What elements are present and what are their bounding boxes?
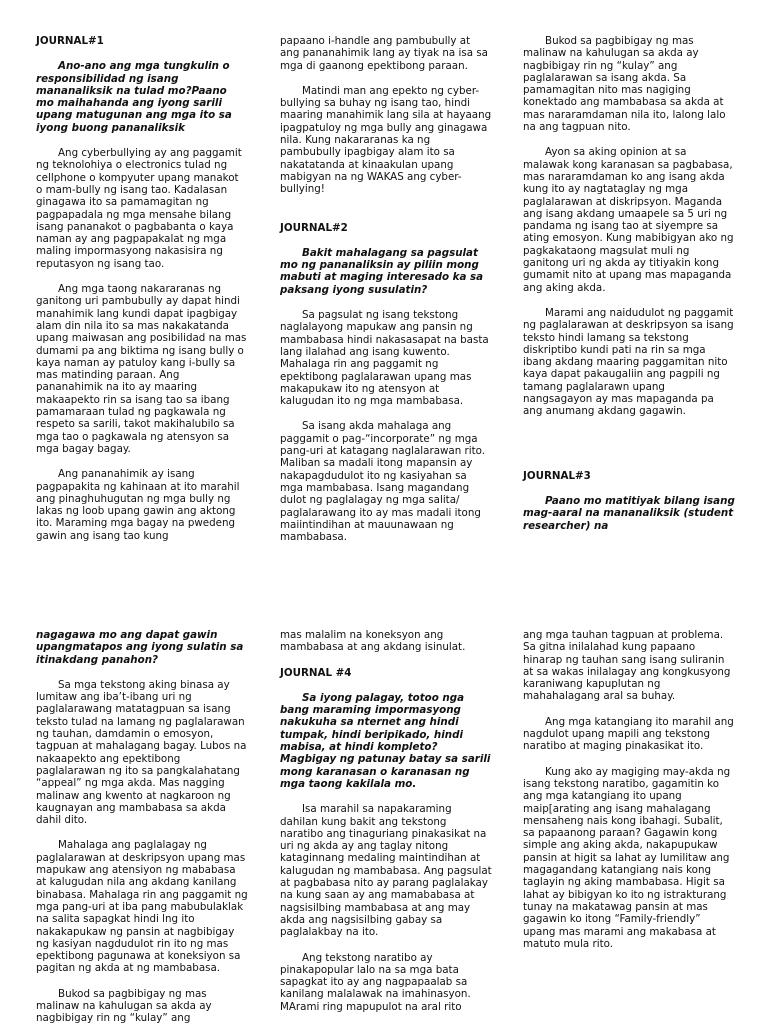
journal-3-question-continued: nagagawa mo ang dapat gawin upangmatapos ang iyong sulatin sa itinakdang panahon? bbox=[36, 629, 244, 666]
journal-1-heading: JOURNAL#1 bbox=[36, 35, 104, 47]
paragraph: Sa pagsulat ng isang tekstong naglalayong mapukaw ang pansin ng mambabasa hindi nakasasapat na basta lang ilalahad ang isang kuwento. Mahalaga rin ang paggamit ng epektibong paglalarawan upang mas makapukaw ito ng atensyon at kalugudan ito ng mga mambabasa. bbox=[280, 309, 489, 408]
paragraph: Ang tekstong naratibo ay pinakapopular lalo na sa mga bata sapagkat ito ay ang nagpapaalab sa kanilang malalawak na imahinasyon. MArami ring mapupulot na aral rito bbox=[280, 951, 471, 1013]
journal-1-question: Ano-ano ang mga tungkulin o responsibilidad ng isang mananaliksik na tulad mo?Paano mo maihahanda ang iyong sarili upang matugunan ang mga ito sa iyong buong pananaliksik bbox=[36, 60, 232, 134]
paragraph: Isa marahil sa napakaraming dahilan kung bakit ang tekstong naratibo ang tinaguriang pinakasikat na uri ng akda ay ang taglay nitong kataginnang medaling maintindihan at kalugudan ng mambabasa. Ang pagsulat at pagbabasa nito ay parang paglalakay na kung saan ay ang mamababasa at nagsisilbing mambabasa at ang may akda ang nagsisilbing gabay sa paglalakbay na ito. bbox=[280, 803, 492, 939]
page2-column-3 bbox=[523, 629, 735, 950]
page1-column-2 bbox=[280, 35, 492, 543]
journal-3-heading: JOURNAL#3 bbox=[523, 469, 591, 482]
paragraph: Ang cyberbullying ay ang paggamit ng teknolohiya o electronics tulad ng cellphone o kompyuter upang manakot o mam-bully ng isang tao. Kadalasan ginagawa ito sa pamamagitan ng pagpapadala ng mga mensahe bilang isang pananakot o pagbabanta o kaya naman ay ang pagpapakalat ng mga maling impormasyong nakasisira ng reputasyon ng isang tao. bbox=[36, 147, 242, 270]
page2-column-1 bbox=[36, 629, 248, 1025]
paragraph: Ayon sa aking opinion at sa malawak kong karanasan sa pagbabasa, mas nararamdaman ko ang isang akda kung ito ay nagtataglay ng mga paglalarawan at diskripsyon. Maganda ang isang akdang umaapele sa 5 uri ng pandama ng isang tao at siyempre sa ating emosyon. Kung mabibigyan ako ng pagkakataong magsulat muli ng ganitong uri ng akda ay titiyakin kong gumamit nito at upang mas mapaganda ang aking akda. bbox=[523, 146, 734, 294]
paragraph: mas malalim na koneksyon ang mambabasa at ang akdang isinulat. bbox=[280, 629, 466, 654]
journal-4-heading: JOURNAL #4 bbox=[280, 666, 352, 679]
paragraph: Sa isang akda mahalaga ang paggamit o pag-“incorporate” ng mga pang-uri at katagang naglalarawan rito. Maliban sa madali itong mapansin ay nakapagdudulot ito ng kasiyahan sa mga mambabasa. Isang magandang dulot ng paglalagay ng mga salita/ paglalarawang ito ay mas madali itong maiintindihan at mauunawaan ng mambabasa. bbox=[280, 420, 486, 544]
page2-column-2 bbox=[280, 629, 492, 1013]
paragraph: Ang pananahimik ay isang pagpapakita ng kahinaan at ito marahil ang pinaghuhugutan ng mga bully ng lakas ng loob upang gawin ang aktong ito. Maraming mga bagay na pwedeng gawin ang isang tao kung bbox=[36, 468, 240, 542]
paragraph: Ang mga katangiang ito marahil ang nagdulot upang mapili ang tekstong naratibo at maging pinakasikat ito. bbox=[523, 715, 734, 753]
paragraph: Mahalaga ang paglalagay ng paglalarawan at deskripsyon upang mas mapukaw ang atensiyon ng mababasa at kalugudan nila ang akdang kanilang binabasa. Mahalaga rin ang paggamit ng mga pang-uri at iba pang mabubulaklak na salita sapagkat hindi lng ito nakakapukaw ng pansin at nagbibigay ng kasiyan nagdudulot rin ito ng mas epektibong pagunawa at koneksiyon sa pagitan ng akda at ng mambabasa. bbox=[36, 839, 248, 975]
page1-column-3 bbox=[523, 35, 735, 532]
journal-3-question: Paano mo matitiyak bilang isang mag-aaral na mananaliksik (student researcher) na bbox=[523, 494, 735, 532]
journal-4-question: Sa iyong palagay, totoo nga bang maraming impormasyong nakukuha sa nternet ang hindi tumpak, hindi beripikado, hindi mabisa, at hindi kompleto? Magbigay ng patunay batay sa sarili mong karanasan o karanasan ng mga taong kakilala mo. bbox=[280, 691, 491, 790]
paragraph: Kung ako ay magiging may-akda ng isang tekstong naratibo, gagamitin ko ang mga katangiang ito upang maip[arating ang isang mahalagang mensaheng nais kong ibahagi. Subalit, sa papaanong paraan? Gagawin kong simple ang aking akda, nakapupukaw pansin at higit sa lahat ay lumilitaw ang magagandang katangiang nais kong taglayin ng aking mambabasa. Higit sa lahat ay bibigyan ko ito ng istrakturang tunay na makatawag pansin at mas gagawin ko itong “Family-friendly” upang mas marami ang makabasa at matuto mula rito. bbox=[523, 765, 731, 950]
paragraph: Bukod sa pagbibigay ng mas malinaw na kahulugan sa akda ay nagbibigay rin ng “kulay” ang paglalarawan sa isang akda. Sa pamamagitan nito mas nagiging konektado ang mambabasa sa akda at mas nararamdaman nila ito, lalong lalo na ang tagpuan nito. bbox=[523, 35, 726, 134]
paragraph: ang mga tauhan tagpuan at problema. Sa gitna inilalahad kung papaano hinarap ng tauhan sang isang suliranin at sa wakas inilalagay ang kongkusyong karaniwang kapuplutan ng mahahalagang aral sa buhay. bbox=[523, 629, 731, 703]
paragraph: Sa mga tekstong aking binasa ay lumitaw ang iba’t-ibang uri ng paglalarawang matatagpuan sa isang teksto tulad na lamang ng paglalarawan ng tauhan, damdamin o emosyon, tagpuan at mahalagang bagay. Lubos na nakaapekto ang epektibong paglalarawan ng ito sa pangkalahatang “appeal” ng mga akda. Mas nagging malinaw ang kwento at nagkaroon ng kaugnayan ang mambabasa sa akda dahil dito. bbox=[36, 678, 247, 827]
paragraph: Ang mga taong nakararanas ng ganitong uri pambubully ay dapat hindi manahimik lang kundi dapat ipagbigay alam din nila ito sa mas nakakatanda upang maiwasan ang posibilidad na mas dumami pa ang biktima ng isang bully o kaya naman ay patuloy kang i-bully sa mas matinding paraan. Ang pananahimik na ito ay maaring makaapekto rin sa isang tao sa ibang pamamaraan tulad ng pagkawala ng respeto sa sarili, takot makihalubilo sa mga tao o pagkawala ng atensyon sa mga bagay bagay. bbox=[36, 283, 247, 455]
journal-2-question: Bakit mahalagang sa pagsulat mo ng pananaliksin ay piliin mong mabuti at maging interesado ka sa paksang iyong susulatin? bbox=[280, 246, 484, 296]
paragraph: Bukod sa pagbibigay ng mas malinaw na kahulugan sa akda ay nagbibigay rin ng “kulay” ang bbox=[36, 987, 212, 1025]
paragraph: papaano i-handle ang pambubully at ang pananahimik lang ay tiyak na isa sa mga di gaanong epektibong paraan. bbox=[280, 35, 488, 72]
paragraph: Marami ang naidudulot ng paggamit ng paglalarawan at deskripsyon sa isang teksto hindi lamang sa tekstong diskriptibo kundi pati na rin sa mga ibang akdang maaring paggamitan nito kaya dapat pakaugaliin ang pagpili ng tamang paglalarawn upang nangsagayon ay mas mapaganda pa ang anumang akdang gagawin. bbox=[523, 306, 734, 418]
paragraph: Matindi man ang epekto ng cyber-bullying sa buhay ng isang tao, hindi maaring manahimik lang sila at hayaang ipagpatuloy ng mga bully ang ginagawa nila. Kung nakararanas ka ng pambubully ipagbigay alam ito sa nakatatanda at kinaakulan upang mabigyan na ng WAKAS ang cyber-bullying! bbox=[280, 84, 492, 196]
page1-column-1 bbox=[36, 35, 248, 542]
journal-2-heading: JOURNAL#2 bbox=[280, 221, 348, 234]
